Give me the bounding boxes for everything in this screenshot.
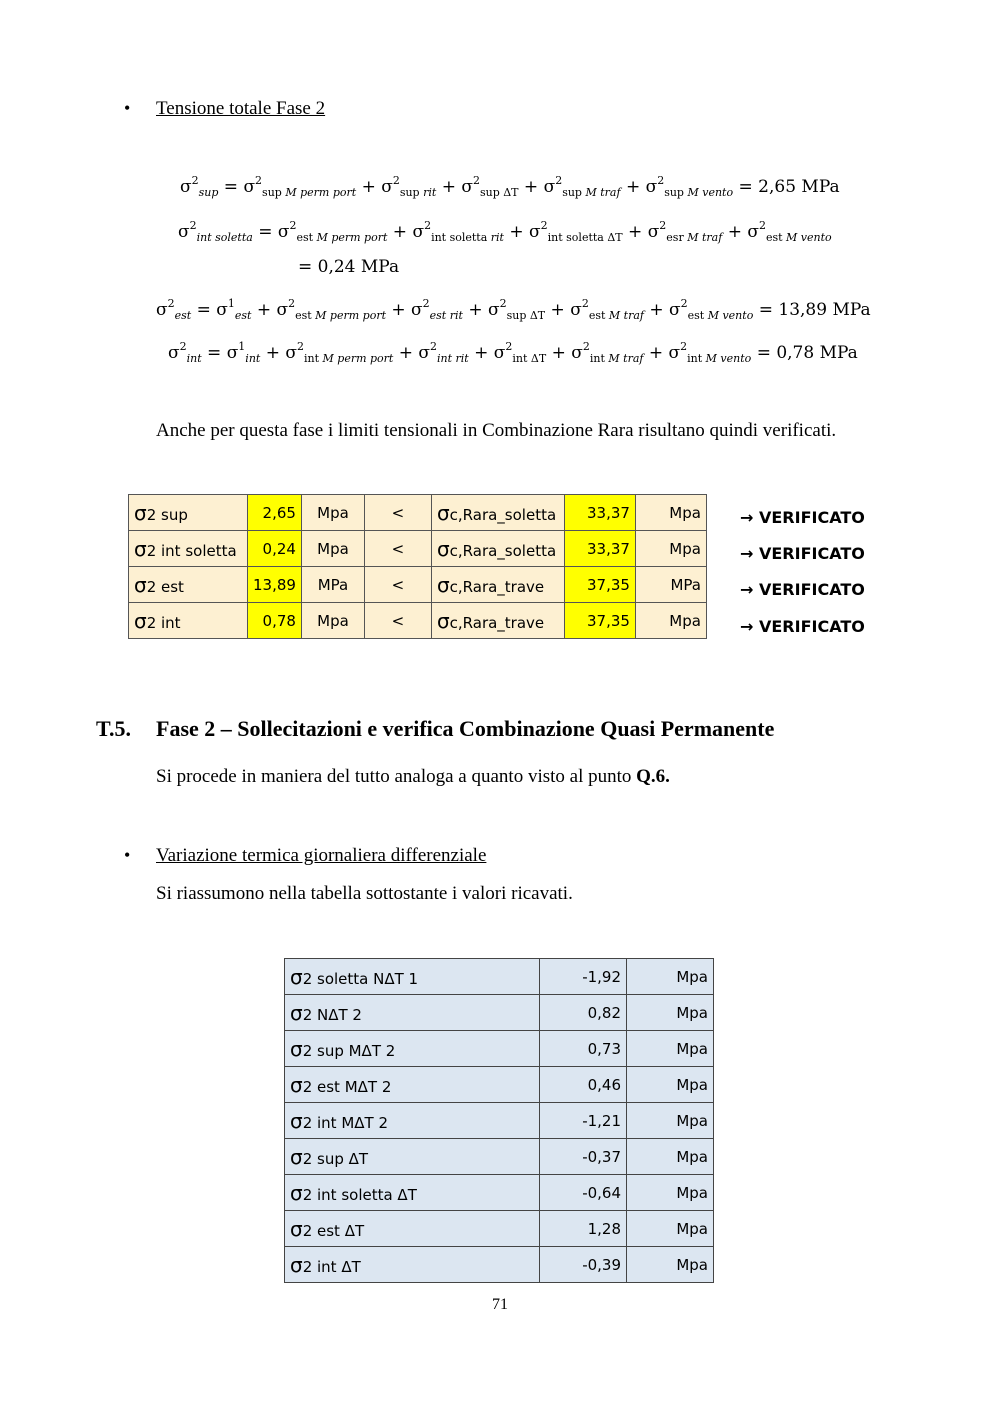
- row-unit: Mpa: [627, 995, 714, 1031]
- row-label: σ2 int soletta ΔT: [285, 1175, 540, 1211]
- row-unit: Mpa: [627, 1067, 714, 1103]
- row-value: 0,82: [540, 995, 627, 1031]
- eq4-result: = 0,78 MPa: [756, 343, 858, 363]
- row-unit: Mpa: [627, 1211, 714, 1247]
- row-label: σ2 sup MΔT 2: [285, 1031, 540, 1067]
- table-row: [285, 1175, 714, 1211]
- row-label: σ2 soletta NΔT 1: [285, 959, 540, 995]
- row-value: 0,46: [540, 1067, 627, 1103]
- table-row: [129, 603, 707, 639]
- row-value: -1,21: [540, 1103, 627, 1139]
- row-label: σ2 NΔT 2: [285, 995, 540, 1031]
- row-limit-unit: Mpa: [635, 603, 706, 639]
- row-value: 2,65: [248, 495, 302, 531]
- row-limit-label: σc,Rara_soletta: [431, 531, 564, 567]
- row-value: -1,92: [540, 959, 627, 995]
- bullet: •: [124, 845, 131, 865]
- table-row: [285, 1103, 714, 1139]
- check-table: [128, 494, 707, 639]
- table-row: [129, 531, 707, 567]
- eq3-result: = 13,89 MPa: [758, 300, 871, 320]
- table-row: [285, 959, 714, 995]
- table-row: [129, 495, 707, 531]
- verification-result: → VERIFICATO: [740, 617, 865, 636]
- row-label: σ2 int: [129, 603, 248, 639]
- row-limit-label: σc,Rara_soletta: [431, 495, 564, 531]
- row-value: -0,64: [540, 1175, 627, 1211]
- row-label: σ2 int MΔT 2: [285, 1103, 540, 1139]
- paragraph-procede: Si procede in maniera del tutto analoga a quanto visto al punto Q.6.: [156, 766, 670, 787]
- equation-est: $\sigma^2_{est} = \sigma^1_{est} + \sigma^2_{est M perm port} + \sigma^2_{est rit} + \sigma^2_{sup \Delta T} + \sigma^2_{est M traf} + \sigma^2_{est M vento} = 13,89$ MPa: [156, 297, 871, 322]
- paragraph-riassumono: Si riassumono nella tabella sottostante i valori ricavati.: [156, 883, 573, 904]
- row-unit: MPa: [301, 567, 364, 603]
- row-label: σ2 int ΔT: [285, 1247, 540, 1283]
- section-title: Fase 2 – Sollecitazioni e verifica Combinazione Quasi Permanente: [156, 716, 775, 741]
- eq2-result: = 0,24 MPa: [298, 257, 400, 277]
- row-label: σ2 est MΔT 2: [285, 1067, 540, 1103]
- row-value: -0,39: [540, 1247, 627, 1283]
- row-label: σ2 int soletta: [129, 531, 248, 567]
- table-row: [129, 567, 707, 603]
- row-label: σ2 sup: [129, 495, 248, 531]
- row-value: 0,78: [248, 603, 302, 639]
- row-limit-unit: Mpa: [635, 531, 706, 567]
- table-row: [285, 995, 714, 1031]
- row-unit: Mpa: [627, 1031, 714, 1067]
- table-row: [285, 1031, 714, 1067]
- row-limit: 37,35: [564, 603, 635, 639]
- section-heading-variazione: Variazione termica giornaliera differenziale: [156, 845, 487, 866]
- row-value: 0,73: [540, 1031, 627, 1067]
- row-label: σ2 est: [129, 567, 248, 603]
- row-unit: Mpa: [627, 1139, 714, 1175]
- row-operator: <: [364, 567, 431, 603]
- bullet: •: [124, 98, 131, 118]
- row-unit: Mpa: [301, 603, 364, 639]
- equation-int: $\sigma^2_{int} = \sigma^1_{int} + \sigma^2_{int M perm port} + \sigma^2_{int rit} + \sigma^2_{int \Delta T} + \sigma^2_{int M traf} + \sigma^2_{int M vento} = 0,78$ MPa: [168, 340, 858, 365]
- row-value: 1,28: [540, 1211, 627, 1247]
- row-limit-unit: Mpa: [635, 495, 706, 531]
- row-operator: <: [364, 531, 431, 567]
- equation-sup: $\sigma^2_{sup} = \sigma^2_{sup M perm port} + \sigma^2_{sup rit} + \sigma^2_{sup \Delta T} + \sigma^2_{sup M traf} + \sigma^2_{sup M vento} = 2,65$ MPa: [180, 174, 840, 199]
- row-unit: Mpa: [301, 531, 364, 567]
- row-operator: <: [364, 495, 431, 531]
- row-value: 0,24: [248, 531, 302, 567]
- row-limit: 33,37: [564, 531, 635, 567]
- row-unit: Mpa: [627, 1175, 714, 1211]
- row-label: σ2 est ΔT: [285, 1211, 540, 1247]
- row-limit: 33,37: [564, 495, 635, 531]
- row-limit: 37,35: [564, 567, 635, 603]
- page-number: 71: [492, 1296, 508, 1313]
- row-unit: Mpa: [627, 959, 714, 995]
- row-limit-label: σc,Rara_trave: [431, 603, 564, 639]
- verification-result: → VERIFICATO: [740, 544, 865, 563]
- table-row: [285, 1247, 714, 1283]
- row-limit-unit: MPa: [635, 567, 706, 603]
- values-table: [284, 958, 714, 1283]
- row-unit: Mpa: [627, 1247, 714, 1283]
- row-unit: Mpa: [301, 495, 364, 531]
- row-value: 13,89: [248, 567, 302, 603]
- table-row: [285, 1211, 714, 1247]
- eq1-result: = 2,65 MPa: [738, 177, 840, 197]
- paragraph-verifica: Anche per questa fase i limiti tensionali in Combinazione Rara risultano quindi verificati.: [156, 420, 837, 441]
- row-label: σ2 sup ΔT: [285, 1139, 540, 1175]
- table-row: [285, 1139, 714, 1175]
- equation-int-soletta: $\sigma^2_{int soletta} = \sigma^2_{est M perm port} + \sigma^2_{int soletta rit} + \sigma^2_{int soletta \Delta T} + \sigma^2_{esr M traf} + \sigma^2_{est M vento}$: [178, 219, 832, 244]
- row-limit-label: σc,Rara_trave: [431, 567, 564, 603]
- row-value: -0,37: [540, 1139, 627, 1175]
- row-unit: Mpa: [627, 1103, 714, 1139]
- section-heading-tensione: Tensione totale Fase 2: [156, 98, 326, 119]
- verification-result: → VERIFICATO: [740, 508, 865, 527]
- row-operator: <: [364, 603, 431, 639]
- verification-result: → VERIFICATO: [740, 580, 865, 599]
- table-row: [285, 1067, 714, 1103]
- section-number: T.5.: [96, 716, 132, 741]
